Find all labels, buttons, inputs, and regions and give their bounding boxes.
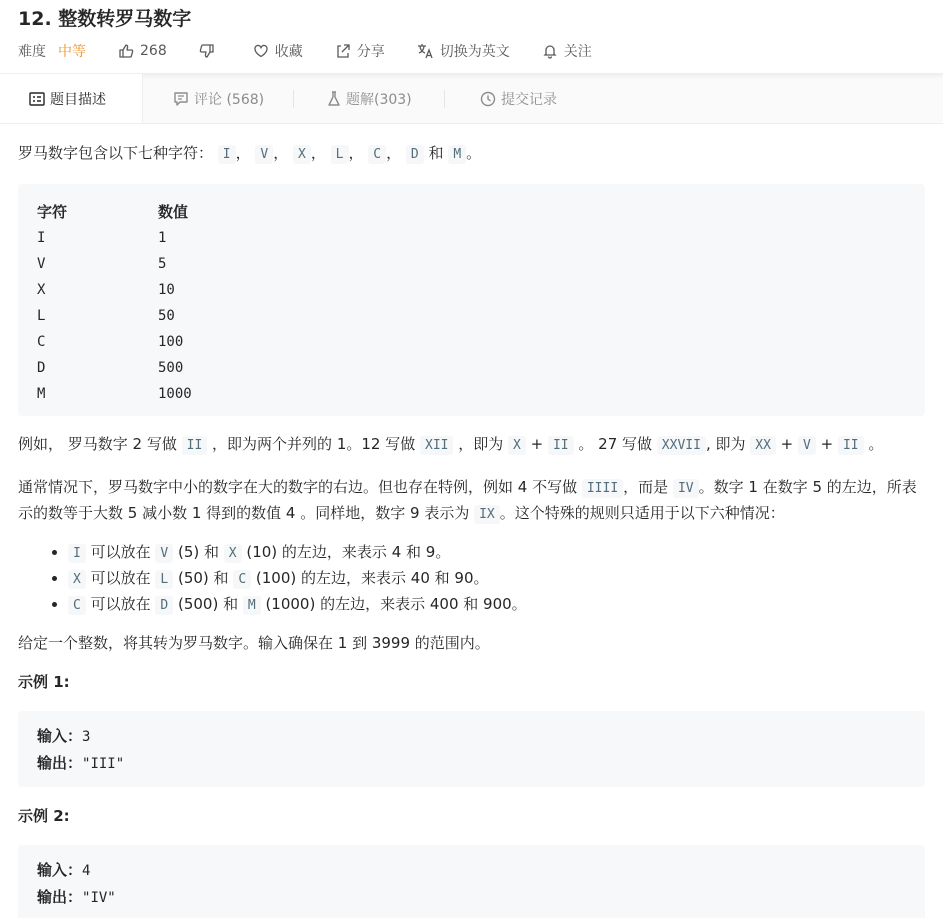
translate-icon (417, 43, 434, 59)
tab-label: 题解(303) (346, 91, 412, 108)
table-row: I 1 (37, 230, 167, 246)
rule-paragraph: 通常情况下，罗马数字中小的数字在大的数字的右边。但也存在特例，例如 4 不写做 IIII ，而是 IV 。数字 1 在数字 5 的左边，所表示的数等于大数 5 减小数 1 得到的数值 4 。同样地，数字 9 表示为 IX 。这个特殊的规则只适用于以下六种情况： (18, 478, 917, 522)
like-count: 268 (140, 43, 167, 59)
heart-icon (253, 43, 269, 59)
flask-icon (327, 91, 341, 107)
symbol-code: V (255, 145, 273, 164)
problem-meta-bar (18, 41, 925, 61)
share-button[interactable] (335, 41, 385, 61)
favorite-label: 收藏 (274, 44, 303, 60)
tab-bar (0, 74, 943, 124)
tab-comments[interactable] (143, 74, 293, 123)
follow-button[interactable] (542, 41, 592, 61)
table-header: 字符 数值 (37, 203, 189, 221)
symbol-value-table (18, 184, 925, 416)
problem-header (0, 0, 943, 74)
list-item: • X 可以放在 L (50) 和 C (100) 的左边，来表示 40 和 90。 (68, 566, 925, 592)
tab-label: 提交记录 (501, 91, 557, 108)
special-cases-list (18, 540, 925, 618)
dislike-button[interactable] (199, 43, 221, 59)
share-label: 分享 (356, 44, 385, 60)
bell-icon (542, 43, 558, 59)
list-item: • C 可以放在 D (500) 和 M (1000) 的左边，来表示 400 和 900。 (68, 592, 925, 618)
symbol-code: C (368, 145, 386, 164)
table-row: V 5 (37, 256, 167, 272)
tab-label: 评论 (568) (194, 91, 265, 108)
list-item: • I 可以放在 V (5) 和 X (10) 的左边，来表示 4 和 9。 (68, 540, 925, 566)
thumbs-down-icon (199, 43, 215, 59)
table-row: C 100 (37, 334, 184, 350)
thumbs-up-icon (118, 43, 134, 59)
example-paragraph: 例如， 罗马数字 2 写做 II ，即为两个并列的 1。12 写做 XII ，即为 X + II 。 27 写做 XXVII , 即为 XX + V + II 。 (18, 435, 884, 453)
switch-language-label: 切换为英文 (439, 44, 510, 60)
symbol-code: L (331, 145, 349, 164)
like-button[interactable] (118, 43, 167, 59)
symbol-code: D (406, 145, 424, 164)
symbol-code: I (218, 145, 236, 164)
example-block: 输入：4 输出："IV" (18, 845, 925, 918)
table-row: X 10 (37, 282, 175, 298)
difficulty-value: 中等 (58, 44, 86, 60)
tab-description[interactable] (0, 74, 143, 123)
problem-description (0, 141, 943, 918)
table-row: L 50 (37, 308, 175, 324)
problem-title: 12. 整数转罗马数字 (18, 8, 192, 30)
comment-icon (173, 91, 189, 107)
share-icon (335, 43, 351, 59)
tab-submissions[interactable] (445, 74, 557, 123)
table-row: M 1000 (37, 386, 192, 402)
clock-icon (480, 91, 496, 107)
difficulty-label: 难度 (18, 44, 46, 60)
description-icon (29, 92, 45, 106)
example-title: 示例 1: (18, 673, 70, 691)
favorite-button[interactable] (253, 41, 303, 61)
intro-paragraph: 罗马数字包含以下七种字符： I ， V ， X ， L ， C ， D 和 M 。 (18, 144, 482, 162)
task-paragraph: 给定一个整数，将其转为罗马数字。输入确保在 1 到 3999 的范围内。 (18, 634, 490, 652)
example-title: 示例 2: (18, 807, 70, 825)
switch-language-button[interactable] (417, 41, 510, 61)
tab-label: 题目描述 (50, 91, 106, 108)
symbol-code: X (293, 145, 311, 164)
example-block: 输入：3 输出："III" (18, 711, 925, 787)
tab-solutions[interactable] (294, 74, 444, 123)
table-row: D 500 (37, 360, 184, 376)
symbol-code: M (448, 145, 466, 164)
follow-label: 关注 (563, 44, 592, 60)
